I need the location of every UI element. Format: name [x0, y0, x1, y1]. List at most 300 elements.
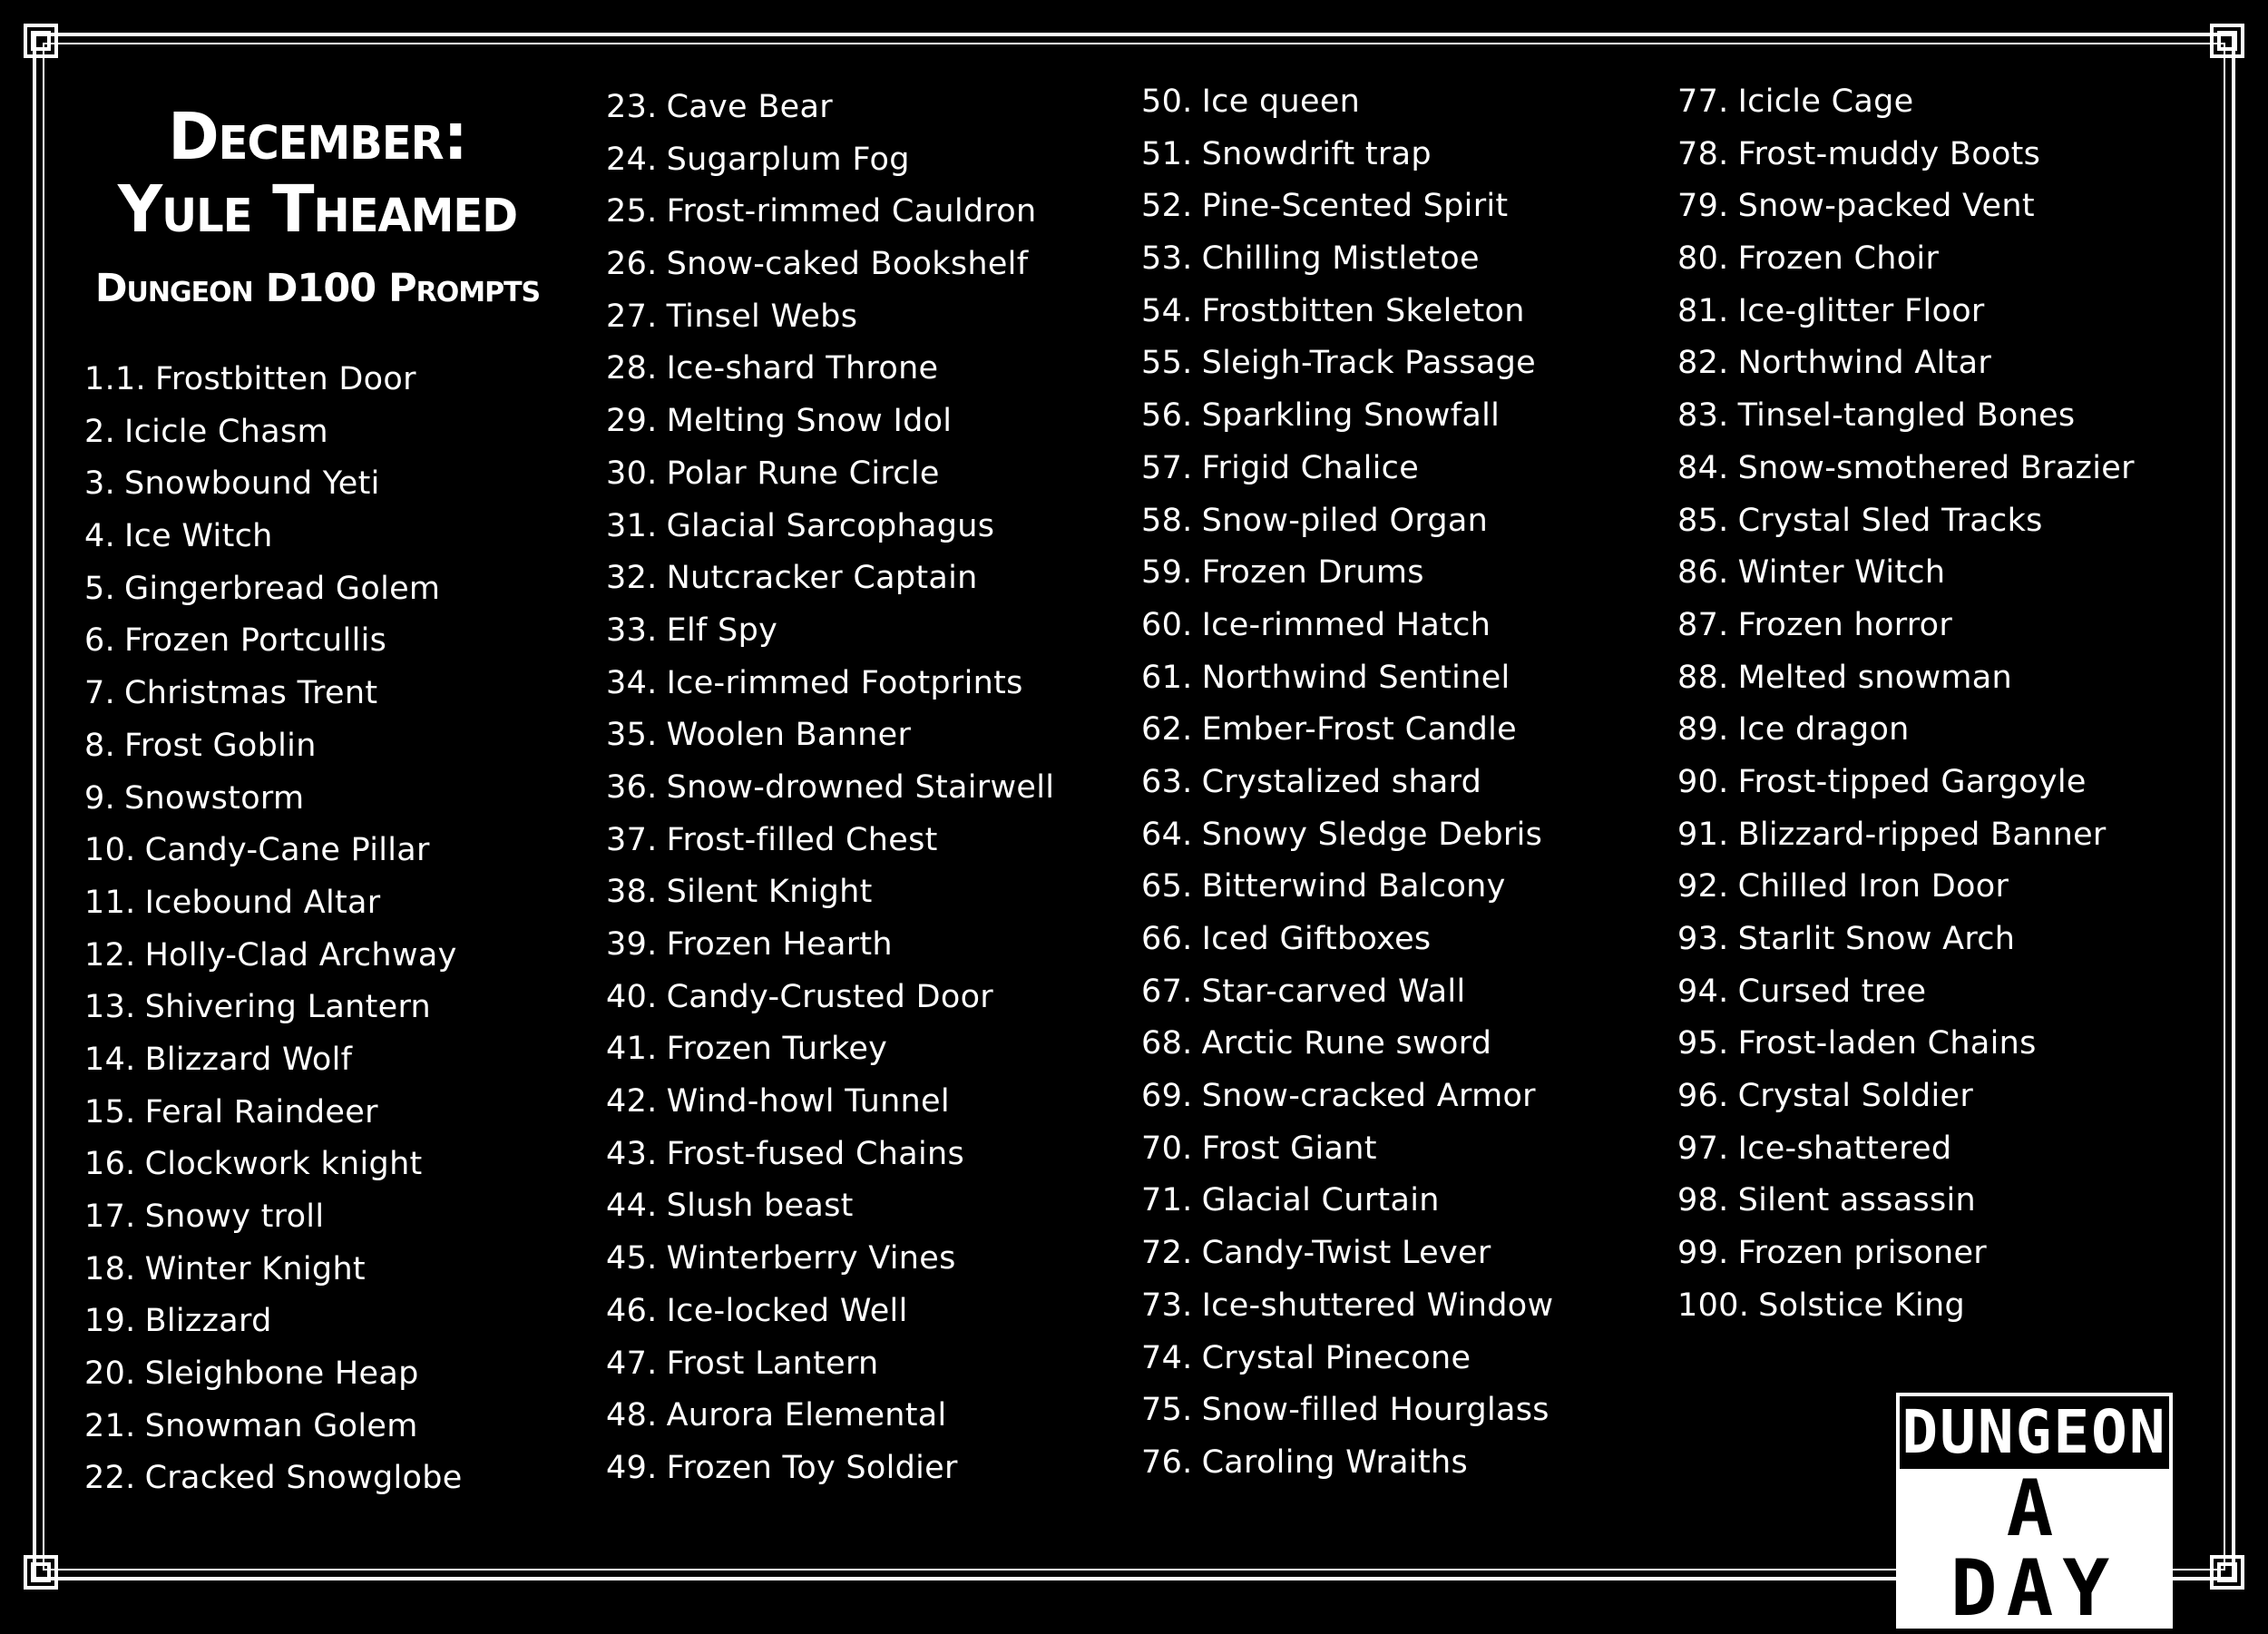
prompt-number: 27.: [606, 298, 658, 335]
prompt-text: Chilled Iron Door: [1737, 868, 2009, 905]
prompt-number: 10.: [84, 832, 136, 869]
prompt-item: [1677, 1071, 2135, 1123]
prompt-number: 14.: [84, 1041, 136, 1078]
prompt-number: 6.: [84, 622, 115, 660]
prompt-item: [1677, 1123, 2135, 1176]
prompt-item: [84, 1244, 463, 1296]
prompt-text: Ice-shard Throne: [666, 350, 939, 387]
prompt-text: Frozen horror: [1737, 606, 1953, 643]
prompt-text: Melted snowman: [1737, 659, 2012, 696]
prompt-number: 34.: [606, 664, 658, 701]
prompt-item: [606, 448, 1054, 501]
prompt-text: Frozen prisoner: [1737, 1235, 1987, 1272]
prompt-item: [84, 982, 463, 1034]
prompt-number: 41.: [606, 1031, 658, 1068]
prompt-text: Winter Witch: [1737, 554, 1946, 592]
prompt-item: [606, 972, 1054, 1024]
prompt-item: [1141, 704, 1553, 757]
prompt-text: Snow-smothered Brazier: [1737, 449, 2135, 486]
prompt-text: Starlit Snow Arch: [1737, 921, 2016, 957]
prompt-item: [606, 396, 1054, 448]
prompt-text: Christmas Trent: [124, 675, 378, 712]
prompt-item: [84, 458, 463, 511]
prompt-number: 63.: [1141, 763, 1193, 800]
prompt-number: 51.: [1141, 135, 1193, 172]
prompt-text: Candy-Cane Pillar: [144, 832, 430, 869]
prompt-item: [606, 1233, 1054, 1286]
prompt-number: 90.: [1677, 763, 1729, 800]
prompt-item: [1677, 76, 2135, 129]
prompt-item: [1141, 861, 1553, 914]
prompt-text: Snow-caked Bookshelf: [666, 246, 1029, 283]
prompt-number: 79.: [1677, 188, 1729, 225]
prompt-text: Ice Witch: [124, 518, 273, 555]
prompt-text: Snowy troll: [144, 1199, 325, 1235]
prompt-number: 44.: [606, 1188, 658, 1225]
prompt-text: Frostbitten Door: [155, 361, 416, 397]
prompt-text: Pine-Scented Spirit: [1201, 188, 1509, 225]
prompt-item: [84, 1348, 463, 1401]
prompt-item: [606, 1443, 1054, 1495]
prompt-item: [1141, 181, 1553, 233]
prompt-number: 60.: [1141, 606, 1193, 643]
prompt-number: 48.: [606, 1397, 658, 1434]
prompt-text: Tinsel Webs: [666, 298, 858, 335]
prompt-number: 69.: [1141, 1078, 1193, 1115]
prompt-item: [84, 563, 463, 616]
prompt-item: [1141, 1437, 1553, 1490]
prompt-item: [84, 668, 463, 720]
prompt-item: [84, 354, 463, 406]
prompt-item: [1677, 966, 2135, 1019]
prompt-number: 43.: [606, 1135, 658, 1172]
prompt-number: 21.: [84, 1407, 136, 1444]
prompt-number: 15.: [84, 1093, 136, 1130]
prompt-text: Ice-glitter Floor: [1737, 292, 1985, 329]
prompt-number: 5.: [84, 570, 115, 607]
prompt-item: [1141, 1123, 1553, 1176]
prompt-number: 100.: [1677, 1287, 1750, 1324]
prompt-item: [606, 1076, 1054, 1129]
prompt-text: Frost-tipped Gargoyle: [1737, 763, 2087, 800]
prompt-text: Solstice King: [1758, 1287, 1966, 1324]
prompt-number: 2.: [84, 413, 115, 450]
prompt-number: 58.: [1141, 502, 1193, 539]
prompt-number: 64.: [1141, 816, 1193, 853]
prompt-item: [1141, 1071, 1553, 1123]
prompt-text: Frozen Hearth: [666, 926, 893, 963]
prompt-text: Sleighbone Heap: [144, 1355, 419, 1393]
title-line-1: December:: [168, 100, 467, 175]
prompt-text: Silent assassin: [1737, 1182, 1977, 1219]
prompt-number: 80.: [1677, 240, 1729, 278]
prompt-item: [1141, 809, 1553, 862]
prompt-item: [84, 720, 463, 773]
prompt-number: 97.: [1677, 1130, 1729, 1167]
prompt-item: [1677, 129, 2135, 181]
prompt-number: 17.: [84, 1199, 136, 1235]
prompt-item: [1677, 495, 2135, 548]
prompt-item: [606, 605, 1054, 658]
prompt-number: 57.: [1141, 449, 1193, 486]
prompt-text: Cracked Snowglobe: [144, 1460, 463, 1497]
prompt-item: [1141, 286, 1553, 338]
prompt-number: 29.: [606, 403, 658, 440]
prompt-item: [606, 343, 1054, 396]
prompt-item: [1677, 1280, 2135, 1333]
prompt-text: Winterberry Vines: [666, 1240, 956, 1277]
prompt-number: 3.: [84, 465, 115, 503]
prompt-item: [606, 866, 1054, 919]
prompt-number: 53.: [1141, 240, 1193, 278]
prompt-column-1: [84, 354, 463, 1505]
prompt-column-3: [1141, 76, 1553, 1490]
prompt-text: Snowman Golem: [144, 1407, 418, 1444]
prompt-number: 54.: [1141, 292, 1193, 329]
prompt-text: Ice-shattered: [1737, 1130, 1952, 1167]
prompt-number: 16.: [84, 1146, 136, 1183]
prompt-text: Ice-rimmed Hatch: [1201, 606, 1491, 643]
prompt-text: Ice-rimmed Footprints: [666, 664, 1023, 701]
prompt-text: Tinsel-tangled Bones: [1737, 397, 2076, 435]
subtitle: Dungeon D100 Prompts: [94, 266, 541, 311]
prompt-item: [606, 291, 1054, 344]
prompt-item: [1677, 338, 2135, 390]
prompt-number: 56.: [1141, 397, 1193, 435]
prompt-text: Candy-Crusted Door: [666, 978, 993, 1015]
prompt-number: 93.: [1677, 921, 1729, 957]
prompt-item: [1141, 914, 1553, 966]
prompt-text: Crystalized shard: [1201, 763, 1482, 800]
prompt-text: Blizzard Wolf: [144, 1041, 353, 1078]
prompt-text: Aurora Elemental: [666, 1397, 947, 1434]
prompt-column-2: [606, 82, 1054, 1495]
prompt-number: 75.: [1141, 1392, 1193, 1429]
prompt-text: Snowdrift trap: [1201, 135, 1432, 172]
prompt-item: [84, 1191, 463, 1244]
prompt-text: Sparkling Snowfall: [1201, 397, 1501, 435]
prompt-text: Snow-cracked Armor: [1201, 1078, 1536, 1115]
prompt-text: Candy-Twist Lever: [1201, 1235, 1491, 1272]
prompt-number: 96.: [1677, 1078, 1729, 1115]
prompt-item: [1677, 600, 2135, 652]
prompt-number: 1.1.: [84, 361, 146, 397]
prompt-number: 35.: [606, 717, 658, 754]
prompt-number: 45.: [606, 1240, 658, 1277]
prompt-text: Ember-Frost Candle: [1201, 711, 1517, 749]
prompt-text: Nutcracker Captain: [666, 560, 978, 597]
prompt-item: [1141, 1280, 1553, 1333]
prompt-item: [606, 658, 1054, 710]
prompt-text: Snowbound Yeti: [124, 465, 380, 503]
prompt-number: 85.: [1677, 502, 1729, 539]
prompt-item: [1141, 495, 1553, 548]
prompt-number: 13.: [84, 989, 136, 1026]
prompt-number: 8.: [84, 727, 115, 764]
prompt-text: Frozen Choir: [1737, 240, 1940, 278]
prompt-item: [606, 134, 1054, 187]
prompt-item: [84, 1453, 463, 1505]
prompt-number: 99.: [1677, 1235, 1729, 1272]
prompt-number: 37.: [606, 821, 658, 858]
prompt-text: Cave Bear: [666, 89, 833, 125]
prompt-item: [1677, 757, 2135, 809]
prompt-number: 84.: [1677, 449, 1729, 486]
prompt-item: [606, 186, 1054, 239]
prompt-item: [606, 1390, 1054, 1443]
prompt-item: [84, 1401, 463, 1453]
prompt-number: 23.: [606, 89, 658, 125]
prompt-number: 32.: [606, 560, 658, 597]
prompt-text: Frozen Turkey: [666, 1031, 888, 1068]
prompt-column-4: [1677, 76, 2135, 1333]
prompt-text: Star-carved Wall: [1201, 973, 1466, 1010]
prompt-text: Snow-drowned Stairwell: [666, 768, 1055, 806]
prompt-text: Ice queen: [1201, 83, 1361, 120]
prompt-number: 92.: [1677, 868, 1729, 905]
prompt-text: Clockwork knight: [144, 1146, 423, 1183]
prompt-item: [84, 615, 463, 668]
prompt-text: Cursed tree: [1737, 973, 1927, 1010]
prompt-text: Frost-fused Chains: [666, 1135, 964, 1172]
prompt-item: [606, 1023, 1054, 1076]
prompt-number: 72.: [1141, 1235, 1193, 1272]
prompt-text: Snowy Sledge Debris: [1201, 816, 1543, 853]
prompt-text: Holly-Clad Archway: [144, 936, 457, 974]
prompt-text: Silent Knight: [666, 874, 873, 911]
prompt-text: Iced Giftboxes: [1201, 921, 1432, 957]
prompt-text: Glacial Curtain: [1201, 1182, 1440, 1219]
prompt-item: [1677, 809, 2135, 862]
prompt-number: 70.: [1141, 1130, 1193, 1167]
prompt-item: [84, 1139, 463, 1191]
prompt-text: Sugarplum Fog: [666, 141, 910, 178]
prompt-number: 71.: [1141, 1182, 1193, 1219]
prompt-text: Icicle Cage: [1737, 83, 1914, 120]
prompt-text: Crystal Sled Tracks: [1737, 502, 2043, 539]
prompt-number: 42.: [606, 1083, 658, 1120]
prompt-item: [84, 1034, 463, 1087]
prompt-text: Wind-howl Tunnel: [666, 1083, 950, 1120]
prompt-item: [1141, 1228, 1553, 1280]
prompt-item: [84, 825, 463, 877]
prompt-number: 7.: [84, 675, 115, 712]
prompt-text: Frozen Portcullis: [124, 622, 387, 660]
prompt-number: 33.: [606, 612, 658, 649]
prompt-number: 26.: [606, 246, 658, 283]
prompt-text: Crystal Soldier: [1737, 1078, 1974, 1115]
prompt-text: Northwind Sentinel: [1201, 659, 1510, 696]
prompt-number: 47.: [606, 1345, 658, 1382]
prompt-text: Arctic Rune sword: [1201, 1025, 1492, 1062]
prompt-item: [606, 815, 1054, 867]
prompt-item: [606, 919, 1054, 972]
prompt-number: 4.: [84, 518, 115, 555]
prompt-text: Bitterwind Balcony: [1201, 868, 1506, 905]
prompt-number: 40.: [606, 978, 658, 1015]
prompt-item: [1677, 1018, 2135, 1071]
logo-line-2: A DAY: [1896, 1469, 2173, 1629]
prompt-item: [1141, 233, 1553, 286]
prompt-item: [606, 239, 1054, 291]
prompt-item: [84, 877, 463, 930]
prompt-text: Frost Goblin: [124, 727, 317, 764]
prompt-number: 88.: [1677, 659, 1729, 696]
logo-line-1: DUNGEON: [1896, 1393, 2173, 1469]
prompt-number: 89.: [1677, 711, 1729, 749]
prompt-text: Frost-rimmed Cauldron: [666, 193, 1037, 230]
prompt-number: 83.: [1677, 397, 1729, 435]
prompt-text: Winter Knight: [144, 1250, 366, 1287]
prompt-number: 82.: [1677, 345, 1729, 382]
prompt-item: [1677, 181, 2135, 233]
prompt-text: Frigid Chalice: [1201, 449, 1420, 486]
prompt-number: 24.: [606, 141, 658, 178]
prompt-number: 9.: [84, 779, 115, 817]
prompt-number: 76.: [1141, 1443, 1193, 1481]
prompt-item: [606, 762, 1054, 815]
prompt-item: [1141, 390, 1553, 443]
prompt-text: Sleigh-Track Passage: [1201, 345, 1536, 382]
prompt-number: 86.: [1677, 554, 1729, 592]
prompt-item: [1141, 338, 1553, 390]
prompt-number: 87.: [1677, 606, 1729, 643]
prompt-number: 46.: [606, 1292, 658, 1329]
prompt-item: [1677, 704, 2135, 757]
prompt-item: [1141, 652, 1553, 705]
prompt-item: [1141, 1333, 1553, 1385]
prompt-item: [1141, 1175, 1553, 1228]
prompt-number: 49.: [606, 1449, 658, 1486]
prompt-text: Shivering Lantern: [144, 989, 432, 1026]
prompt-number: 50.: [1141, 83, 1193, 120]
prompt-number: 25.: [606, 193, 658, 230]
prompt-number: 55.: [1141, 345, 1193, 382]
prompt-item: [606, 82, 1054, 134]
prompt-text: Chilling Mistletoe: [1201, 240, 1480, 278]
prompt-text: Frost Giant: [1201, 1130, 1377, 1167]
prompt-text: Frost-muddy Boots: [1737, 135, 2041, 172]
prompt-item: [84, 406, 463, 459]
prompt-text: Blizzard: [144, 1303, 272, 1340]
prompt-number: 91.: [1677, 816, 1729, 853]
prompt-item: [1677, 547, 2135, 600]
prompt-item: [1141, 600, 1553, 652]
prompt-text: Frost-filled Chest: [666, 821, 938, 858]
prompt-text: Icicle Chasm: [124, 413, 328, 450]
prompt-item: [1141, 76, 1553, 129]
prompt-number: 52.: [1141, 188, 1193, 225]
prompt-number: 67.: [1141, 973, 1193, 1010]
prompt-text: Snowstorm: [124, 779, 305, 817]
prompt-number: 98.: [1677, 1182, 1729, 1219]
prompt-item: [1677, 443, 2135, 495]
prompt-item: [1141, 547, 1553, 600]
prompt-item: [606, 1129, 1054, 1181]
prompt-item: [1141, 966, 1553, 1019]
prompt-text: Melting Snow Idol: [666, 403, 953, 440]
prompt-text: Snow-filled Hourglass: [1201, 1392, 1549, 1429]
prompt-item: [606, 1338, 1054, 1391]
prompt-item: [84, 773, 463, 826]
prompt-text: Gingerbread Golem: [124, 570, 441, 607]
prompt-item: [1677, 914, 2135, 966]
prompt-number: 94.: [1677, 973, 1729, 1010]
prompt-item: [1677, 861, 2135, 914]
prompt-item: [84, 1087, 463, 1140]
title-line-2: Yule Theamed: [117, 172, 518, 248]
prompt-item: [606, 709, 1054, 762]
prompt-text: Snow-piled Organ: [1201, 502, 1489, 539]
prompt-item: [1677, 1175, 2135, 1228]
prompt-item: [606, 1180, 1054, 1233]
prompt-item: [1141, 1384, 1553, 1437]
prompt-text: Frost Lantern: [666, 1345, 879, 1382]
prompt-item: [1141, 443, 1553, 495]
prompt-item: [1141, 129, 1553, 181]
prompt-number: 19.: [84, 1303, 136, 1340]
prompt-number: 59.: [1141, 554, 1193, 592]
prompt-text: Ice dragon: [1737, 711, 1910, 749]
prompt-text: Frozen Drums: [1201, 554, 1424, 592]
prompt-item: [84, 511, 463, 563]
prompt-item: [1677, 1228, 2135, 1280]
prompt-number: 12.: [84, 936, 136, 974]
prompt-item: [606, 501, 1054, 553]
prompt-number: 74.: [1141, 1339, 1193, 1376]
prompt-item: [1677, 233, 2135, 286]
prompt-number: 73.: [1141, 1287, 1193, 1324]
prompt-text: Polar Rune Circle: [666, 455, 940, 492]
prompt-number: 62.: [1141, 711, 1193, 749]
prompt-text: Blizzard-ripped Banner: [1737, 816, 2107, 853]
prompt-text: Frozen Toy Soldier: [666, 1449, 958, 1486]
prompt-text: Elf Spy: [666, 612, 778, 649]
prompt-item: [1677, 390, 2135, 443]
prompt-item: [1141, 1018, 1553, 1071]
prompt-number: 30.: [606, 455, 658, 492]
prompt-number: 20.: [84, 1355, 136, 1393]
prompt-text: Ice-locked Well: [666, 1292, 908, 1329]
prompt-text: Caroling Wraiths: [1201, 1443, 1468, 1481]
prompt-item: [1677, 286, 2135, 338]
prompt-text: Snow-packed Vent: [1737, 188, 2035, 225]
prompt-item: [606, 553, 1054, 605]
prompt-item: [606, 1286, 1054, 1338]
prompt-number: 77.: [1677, 83, 1729, 120]
prompt-number: 38.: [606, 874, 658, 911]
prompt-number: 28.: [606, 350, 658, 387]
prompt-number: 31.: [606, 507, 658, 544]
prompt-number: 78.: [1677, 135, 1729, 172]
prompt-number: 18.: [84, 1250, 136, 1287]
prompt-text: Woolen Banner: [666, 717, 912, 754]
prompt-number: 39.: [606, 926, 658, 963]
page-header: [64, 102, 572, 312]
prompt-text: Ice-shuttered Window: [1201, 1287, 1554, 1324]
prompt-number: 22.: [84, 1460, 136, 1497]
prompt-number: 36.: [606, 768, 658, 806]
prompt-text: Feral Raindeer: [144, 1093, 378, 1130]
prompt-number: 11.: [84, 884, 136, 921]
prompt-item: [1677, 652, 2135, 705]
prompt-text: Frostbitten Skeleton: [1201, 292, 1525, 329]
prompt-item: [84, 930, 463, 983]
prompt-number: 95.: [1677, 1025, 1729, 1062]
prompt-item: [84, 1296, 463, 1348]
prompt-text: Slush beast: [666, 1188, 854, 1225]
prompt-text: Frost-laden Chains: [1737, 1025, 2037, 1062]
